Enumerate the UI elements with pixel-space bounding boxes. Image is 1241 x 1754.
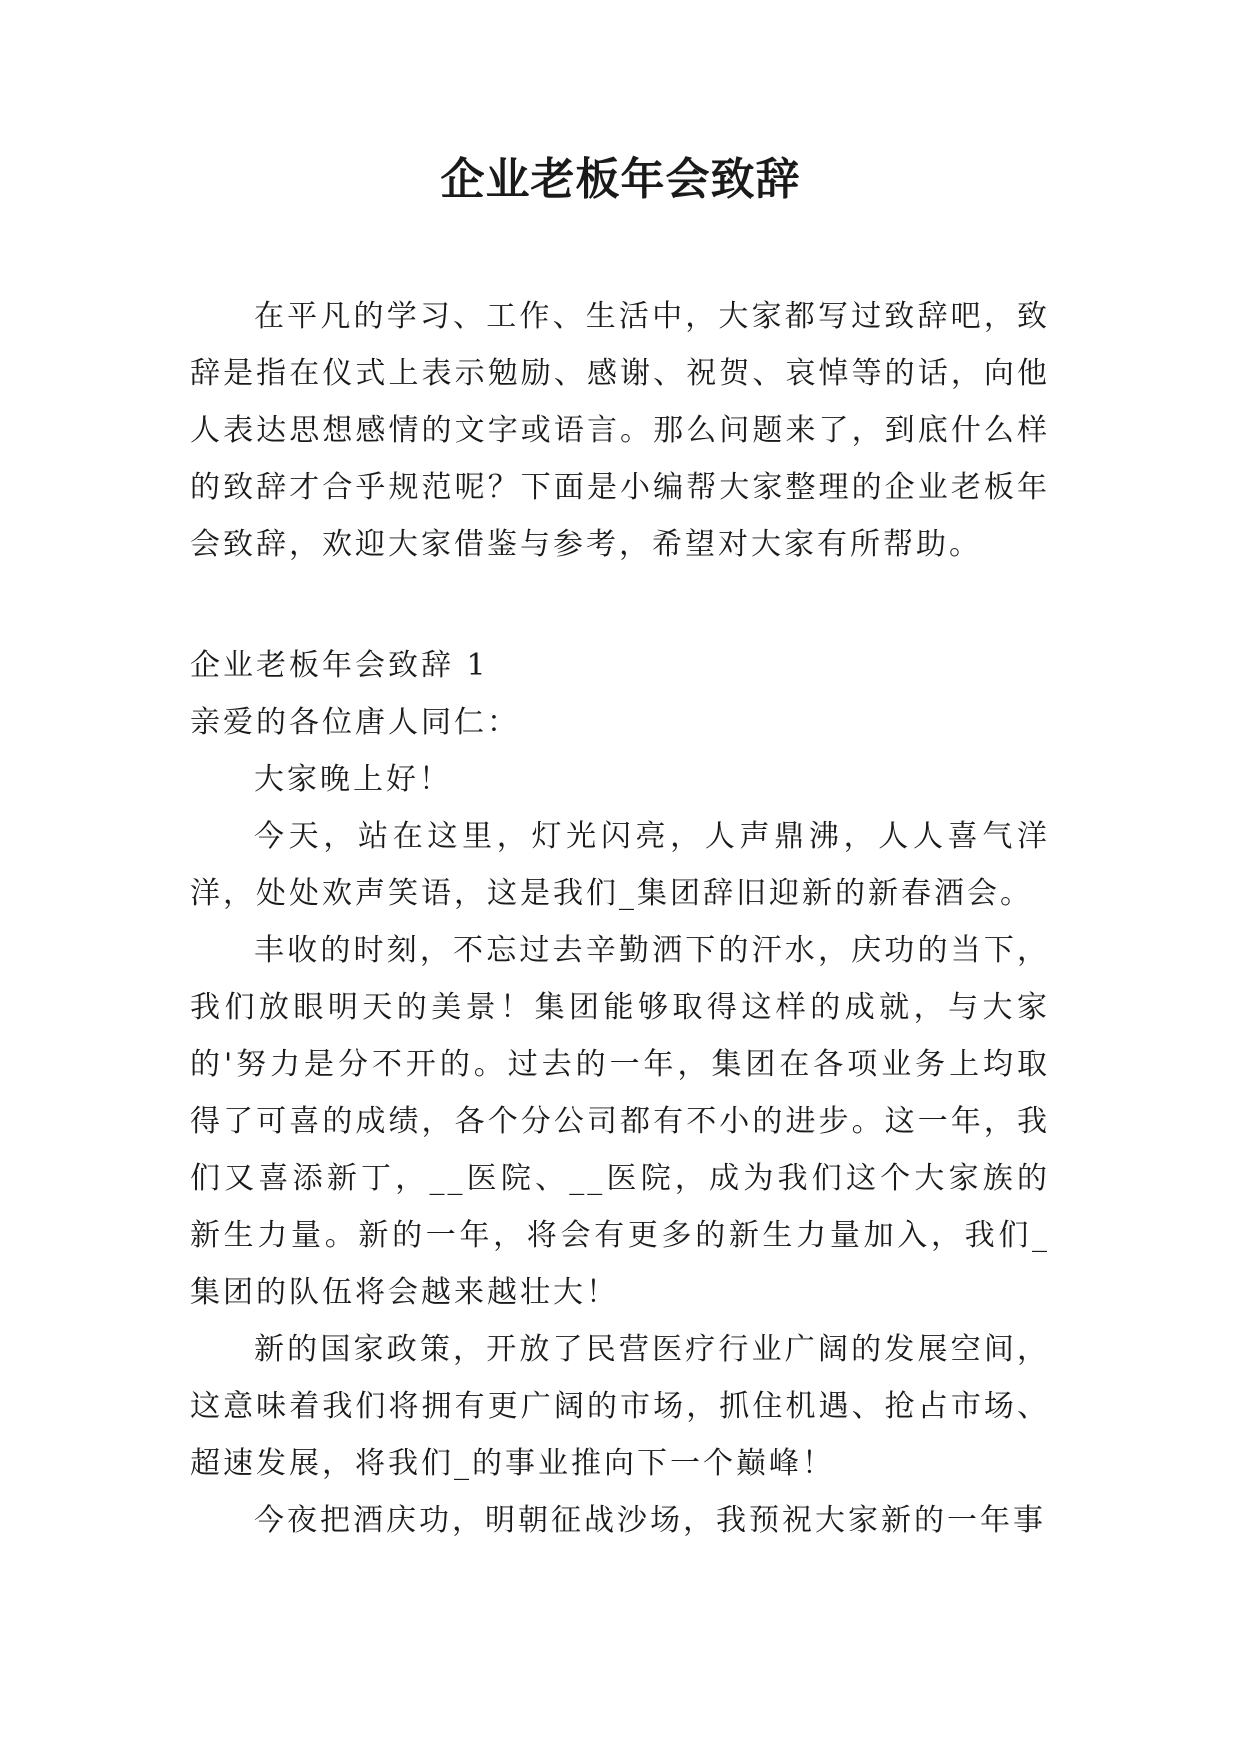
- salutation: 亲爱的各位唐人同仁：: [190, 705, 520, 740]
- body-paragraph-policy: 新的国家政策，开放了民营医疗行业广阔的发展空间，这意味着我们将拥有更广阔的市场，抓住机遇、抢占市场、超速发展，将我们_的事业推向下一个巅峰！: [190, 1332, 1050, 1481]
- section-heading: 企业老板年会致辞 1: [190, 648, 489, 683]
- document-title: 企业老板年会致辞: [440, 154, 801, 205]
- document-body: [190, 288, 1050, 1549]
- body-paragraph-toast: 今夜把酒庆功，明朝征战沙场，我预祝大家新的一年事: [254, 1503, 1046, 1538]
- body-paragraph-opening: 今天，站在这里，灯光闪亮，人声鼎沸，人人喜气洋洋，处处欢声笑语，这是我们_集团辞旧迎新的新春酒会。: [190, 819, 1050, 911]
- body-paragraph-greeting: 大家晚上好！: [254, 762, 452, 797]
- body-paragraph-review: 丰收的时刻，不忘过去辛勤洒下的汗水，庆功的当下，我们放眼明天的美景！集团能够取得这样的成就，与大家的'努力是分不开的。过去的一年，集团在各项业务上均取得了可喜的成绩，各个分公司都有不小的进步。这一年，我们又喜添新丁，__医院、__医院，成为我们这个大家族的新生力量。新的一年，将会有更多的新生力量加入，我们_集团的队伍将会越来越壮大！: [190, 933, 1050, 1310]
- intro-paragraph: 在平凡的学习、工作、生活中，大家都写过致辞吧，致辞是指在仪式上表示勉励、感谢、祝贺、哀悼等的话，向他人表达思想感情的文字或语言。那么问题来了，到底什么样的致辞才合乎规范呢？下面是小编帮大家整理的企业老板年会致辞，欢迎大家借鉴与参考，希望对大家有所帮助。: [190, 299, 1050, 562]
